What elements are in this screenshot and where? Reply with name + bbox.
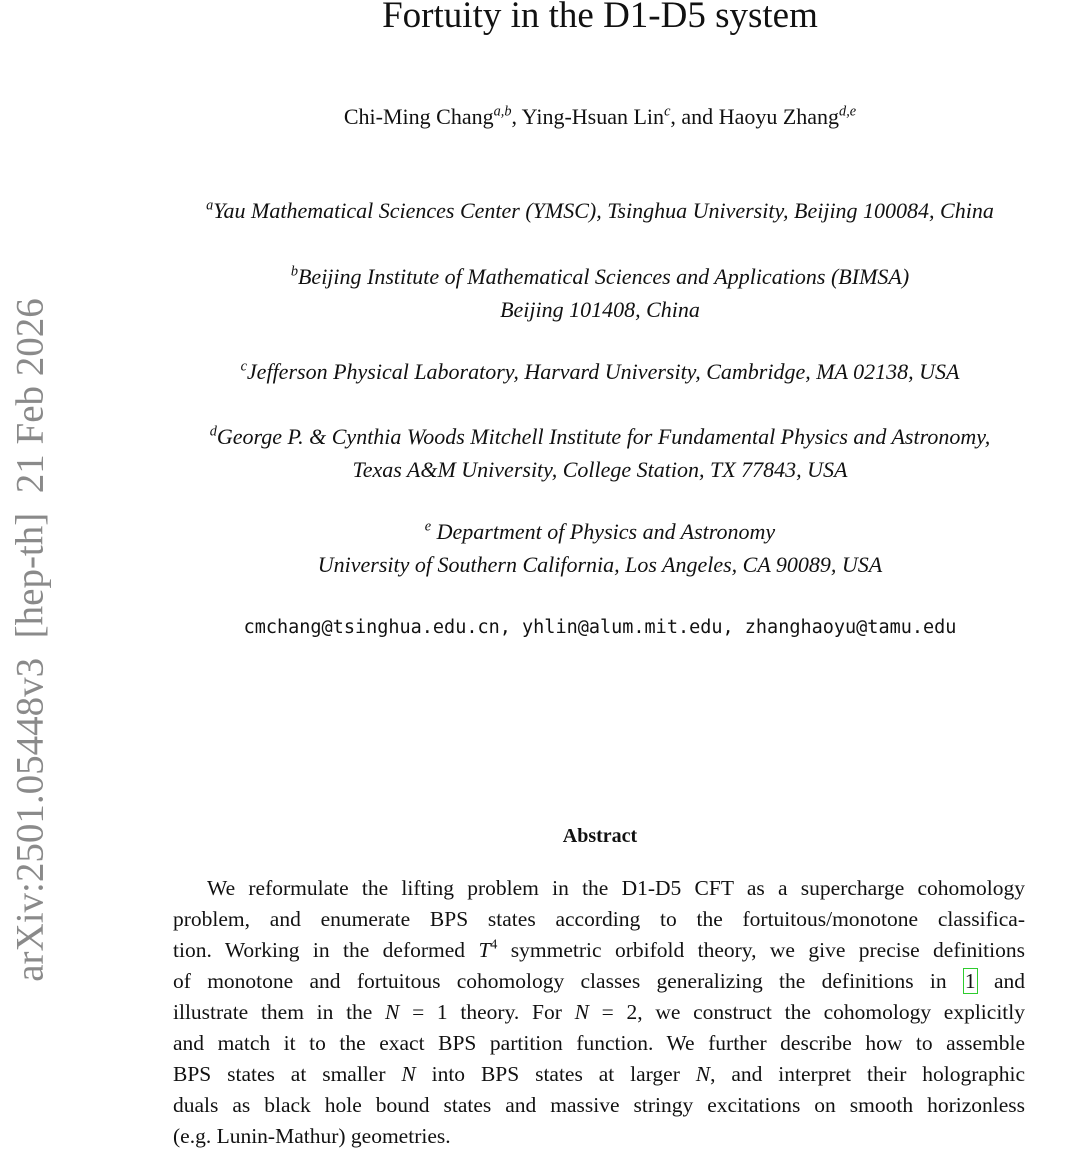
- author: Haoyu Zhang: [718, 104, 840, 129]
- citation-link[interactable]: 1: [964, 969, 976, 993]
- text: of monotone and fortuitous cohomology classes generalizing the definitions in: [173, 969, 963, 993]
- affiliation-e-line2: University of Southern California, Los Angeles, CA 90089, USA: [317, 552, 883, 577]
- affiliation-d: [100, 424, 1084, 450]
- arxiv-stamp: [8, 298, 53, 982]
- math-sup: 4: [490, 937, 498, 953]
- author-list: [100, 104, 1084, 130]
- author-sup: a,b: [493, 103, 512, 120]
- aff-sup: e: [424, 518, 432, 535]
- abstract-line: (e.g. Lunin-Mathur) geometries.: [173, 1124, 451, 1148]
- math: N: [401, 1062, 416, 1086]
- text: = 2, we construct the cohomology explicitly: [588, 1000, 1025, 1024]
- affiliation-b-line2: Beijing 101408, China: [500, 297, 700, 322]
- aff-sup: b: [290, 263, 298, 280]
- aff-line: George P. & Cynthia Woods Mitchell Institute for Fundamental Physics and Astronomy,: [216, 424, 991, 449]
- author-sup: c: [664, 103, 671, 120]
- affiliation-a: [100, 198, 1084, 224]
- affiliation-e: [100, 519, 1084, 545]
- math: N: [574, 1000, 589, 1024]
- author-sup: d,e: [839, 103, 857, 120]
- separator: ,: [511, 104, 522, 129]
- arxiv-category: [hep-th]: [8, 512, 52, 639]
- aff-sup: d: [209, 423, 217, 440]
- aff-sup: c: [240, 358, 247, 375]
- text: symmetric orbifold theory, we give precise definitions: [497, 938, 1025, 962]
- aff-line: Department of Physics and Astronomy: [431, 519, 776, 544]
- math: N: [695, 1062, 711, 1086]
- arxiv-date: 21 Feb 2026: [8, 298, 52, 494]
- abstract-line: We reformulate the lifting problem in the D1-D5 CFT as a supercharge cohomology: [207, 876, 1025, 900]
- aff-sup: a: [206, 197, 214, 214]
- aff-line: Yau Mathematical Sciences Center (YMSC), Tsinghua University, Beijing 100084, China: [213, 198, 994, 223]
- author: Ying-Hsuan Lin: [521, 104, 665, 129]
- separator: , and: [670, 104, 719, 129]
- author: Chi-Ming Chang: [343, 104, 494, 129]
- text: BPS states at smaller: [173, 1062, 402, 1086]
- abstract-line: [173, 936, 1025, 964]
- text: tion. Working in the deformed: [173, 938, 479, 962]
- text: illustrate them in the: [173, 1000, 386, 1024]
- affiliation-d-line2: Texas A&M University, College Station, TX 77843, USA: [352, 457, 848, 482]
- author-emails: cmchang@tsinghua.edu.cn, yhlin@alum.mit.edu, zhanghaoyu@tamu.edu: [243, 617, 957, 638]
- text: , and interpret their holographic: [710, 1062, 1025, 1086]
- arxiv-id: arXiv:2501.05448v3: [8, 657, 52, 982]
- abstract-line: [173, 998, 1025, 1026]
- abstract-line: problem, and enumerate BPS states according to the fortuitous/monotone classifica-: [173, 907, 1025, 931]
- math: T: [478, 938, 491, 962]
- abstract-line: duals as black hole bound states and massive stringy excitations on smooth horizonless: [173, 1093, 1025, 1117]
- text: = 1 theory. For: [399, 1000, 575, 1024]
- math: N: [385, 1000, 400, 1024]
- aff-line: Jefferson Physical Laboratory, Harvard University, Cambridge, MA 02138, USA: [246, 359, 960, 384]
- abstract-heading: Abstract: [562, 825, 638, 847]
- text: and: [977, 969, 1025, 993]
- abstract-line: [173, 1060, 1025, 1088]
- abstract-line: and match it to the exact BPS partition function. We further describe how to assemble: [173, 1031, 1025, 1055]
- text: into BPS states at larger: [415, 1062, 696, 1086]
- abstract-line: [173, 967, 1025, 995]
- aff-line: Beijing Institute of Mathematical Sciences and Applications (BIMSA): [297, 264, 910, 289]
- paper-title: Fortuity in the D1-D5 system: [382, 0, 818, 36]
- affiliation-c: [100, 359, 1084, 385]
- affiliation-b: [100, 264, 1084, 290]
